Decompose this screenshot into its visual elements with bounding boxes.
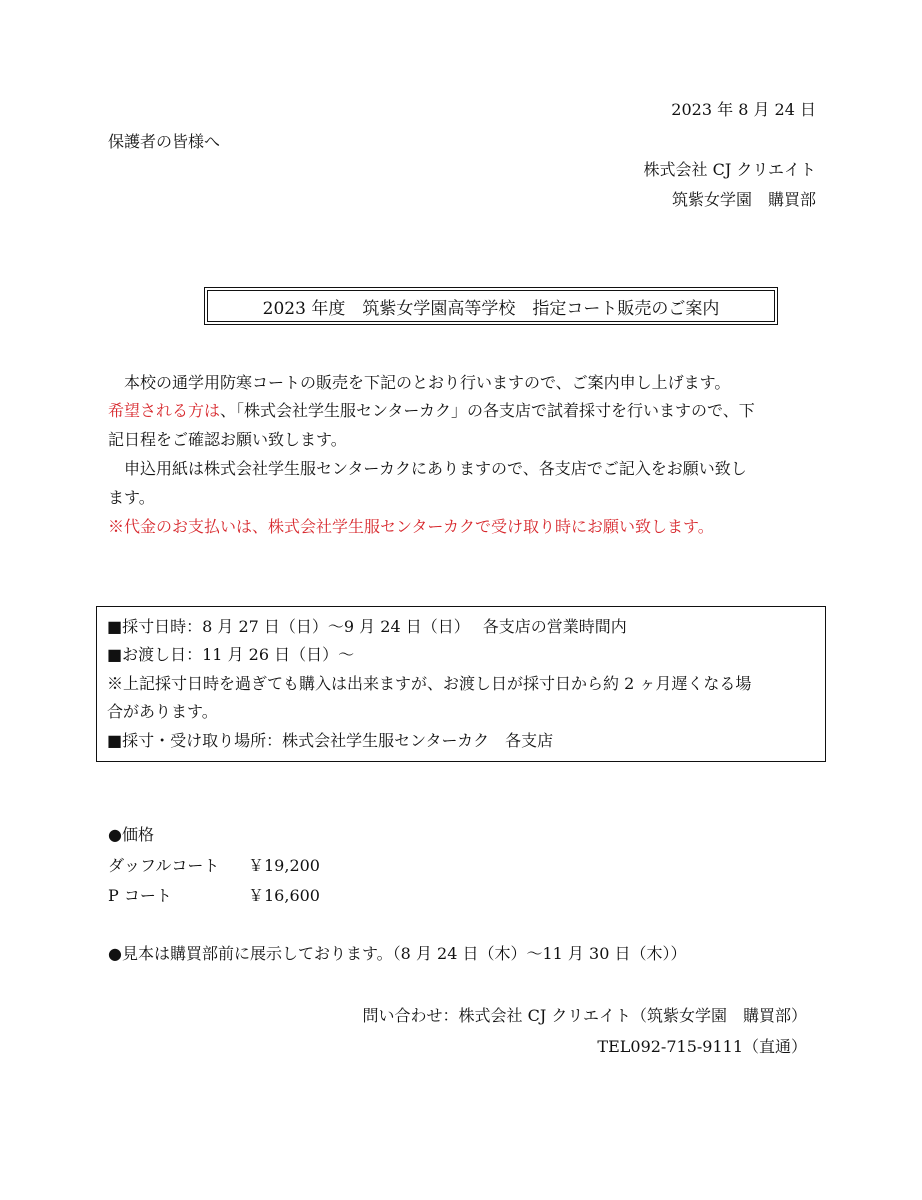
body-line-4: 申込用紙は株式会社学生服センターカクにありますので、各支店でご記入をお願い致し: [124, 459, 747, 478]
document-title: 2023 年度 筑紫女学園高等学校 指定コート販売のご案内: [207, 290, 775, 322]
delivery-date: ■お渡し日：11 月 26 日（日）～: [107, 645, 355, 664]
title-box: [204, 287, 778, 325]
body-line-2: [108, 403, 755, 419]
sender-department: 筑紫女学園 購買部: [671, 190, 816, 209]
body-line-3: 記日程をご確認お願い致します。: [108, 430, 347, 449]
price-item-value: ￥16,600: [248, 886, 320, 905]
price-item-value: ￥19,200: [248, 856, 320, 875]
late-note-line-2: 合があります。: [107, 702, 218, 721]
body-line-5: ます。: [108, 488, 155, 507]
letter-date: 2023 年 8 月 24 日: [671, 100, 816, 119]
contact-line: 問い合わせ：株式会社 CJ クリエイト（筑紫女学園 購買部）: [362, 1006, 807, 1025]
sender-company: 株式会社 CJ クリエイト: [643, 160, 816, 179]
price-item-name: P コート: [108, 886, 172, 905]
addressee: 保護者の皆様へ: [108, 132, 221, 151]
body-line-1: 本校の通学用防寒コートの販売を下記のとおり行いますので、ご案内申し上げます。: [124, 373, 731, 392]
price-heading: ●価格: [108, 825, 154, 844]
body-line-2-text: 、「株式会社学生服センターカク」の各支店で試着採寸を行いますので、下: [220, 401, 755, 420]
body-line-2-highlight: 希望される方は: [108, 401, 221, 420]
payment-note: ※代金のお支払いは、株式会社学生服センターカクで受け取り時にお願い致します。: [108, 517, 714, 536]
measure-dates: ■採寸日時：8 月 27 日（日）～9 月 24 日（日） 各支店の営業時間内: [107, 617, 627, 636]
measure-location: ■採寸・受け取り場所：株式会社学生服センターカク 各支店: [107, 731, 554, 750]
sample-display-note: ●見本は購買部前に展示しております。（8 月 24 日（木）～11 月 30 日（木））: [108, 944, 687, 963]
contact-tel: TEL092-715-9111（直通）: [597, 1037, 807, 1056]
late-note-line-1: ※上記採寸日時を過ぎても購入は出来ますが、お渡し日が採寸日から約 2 ヶ月遅くなる場: [107, 674, 752, 693]
schedule-info-box: [96, 606, 826, 762]
price-item-name: ダッフルコート: [108, 856, 220, 875]
